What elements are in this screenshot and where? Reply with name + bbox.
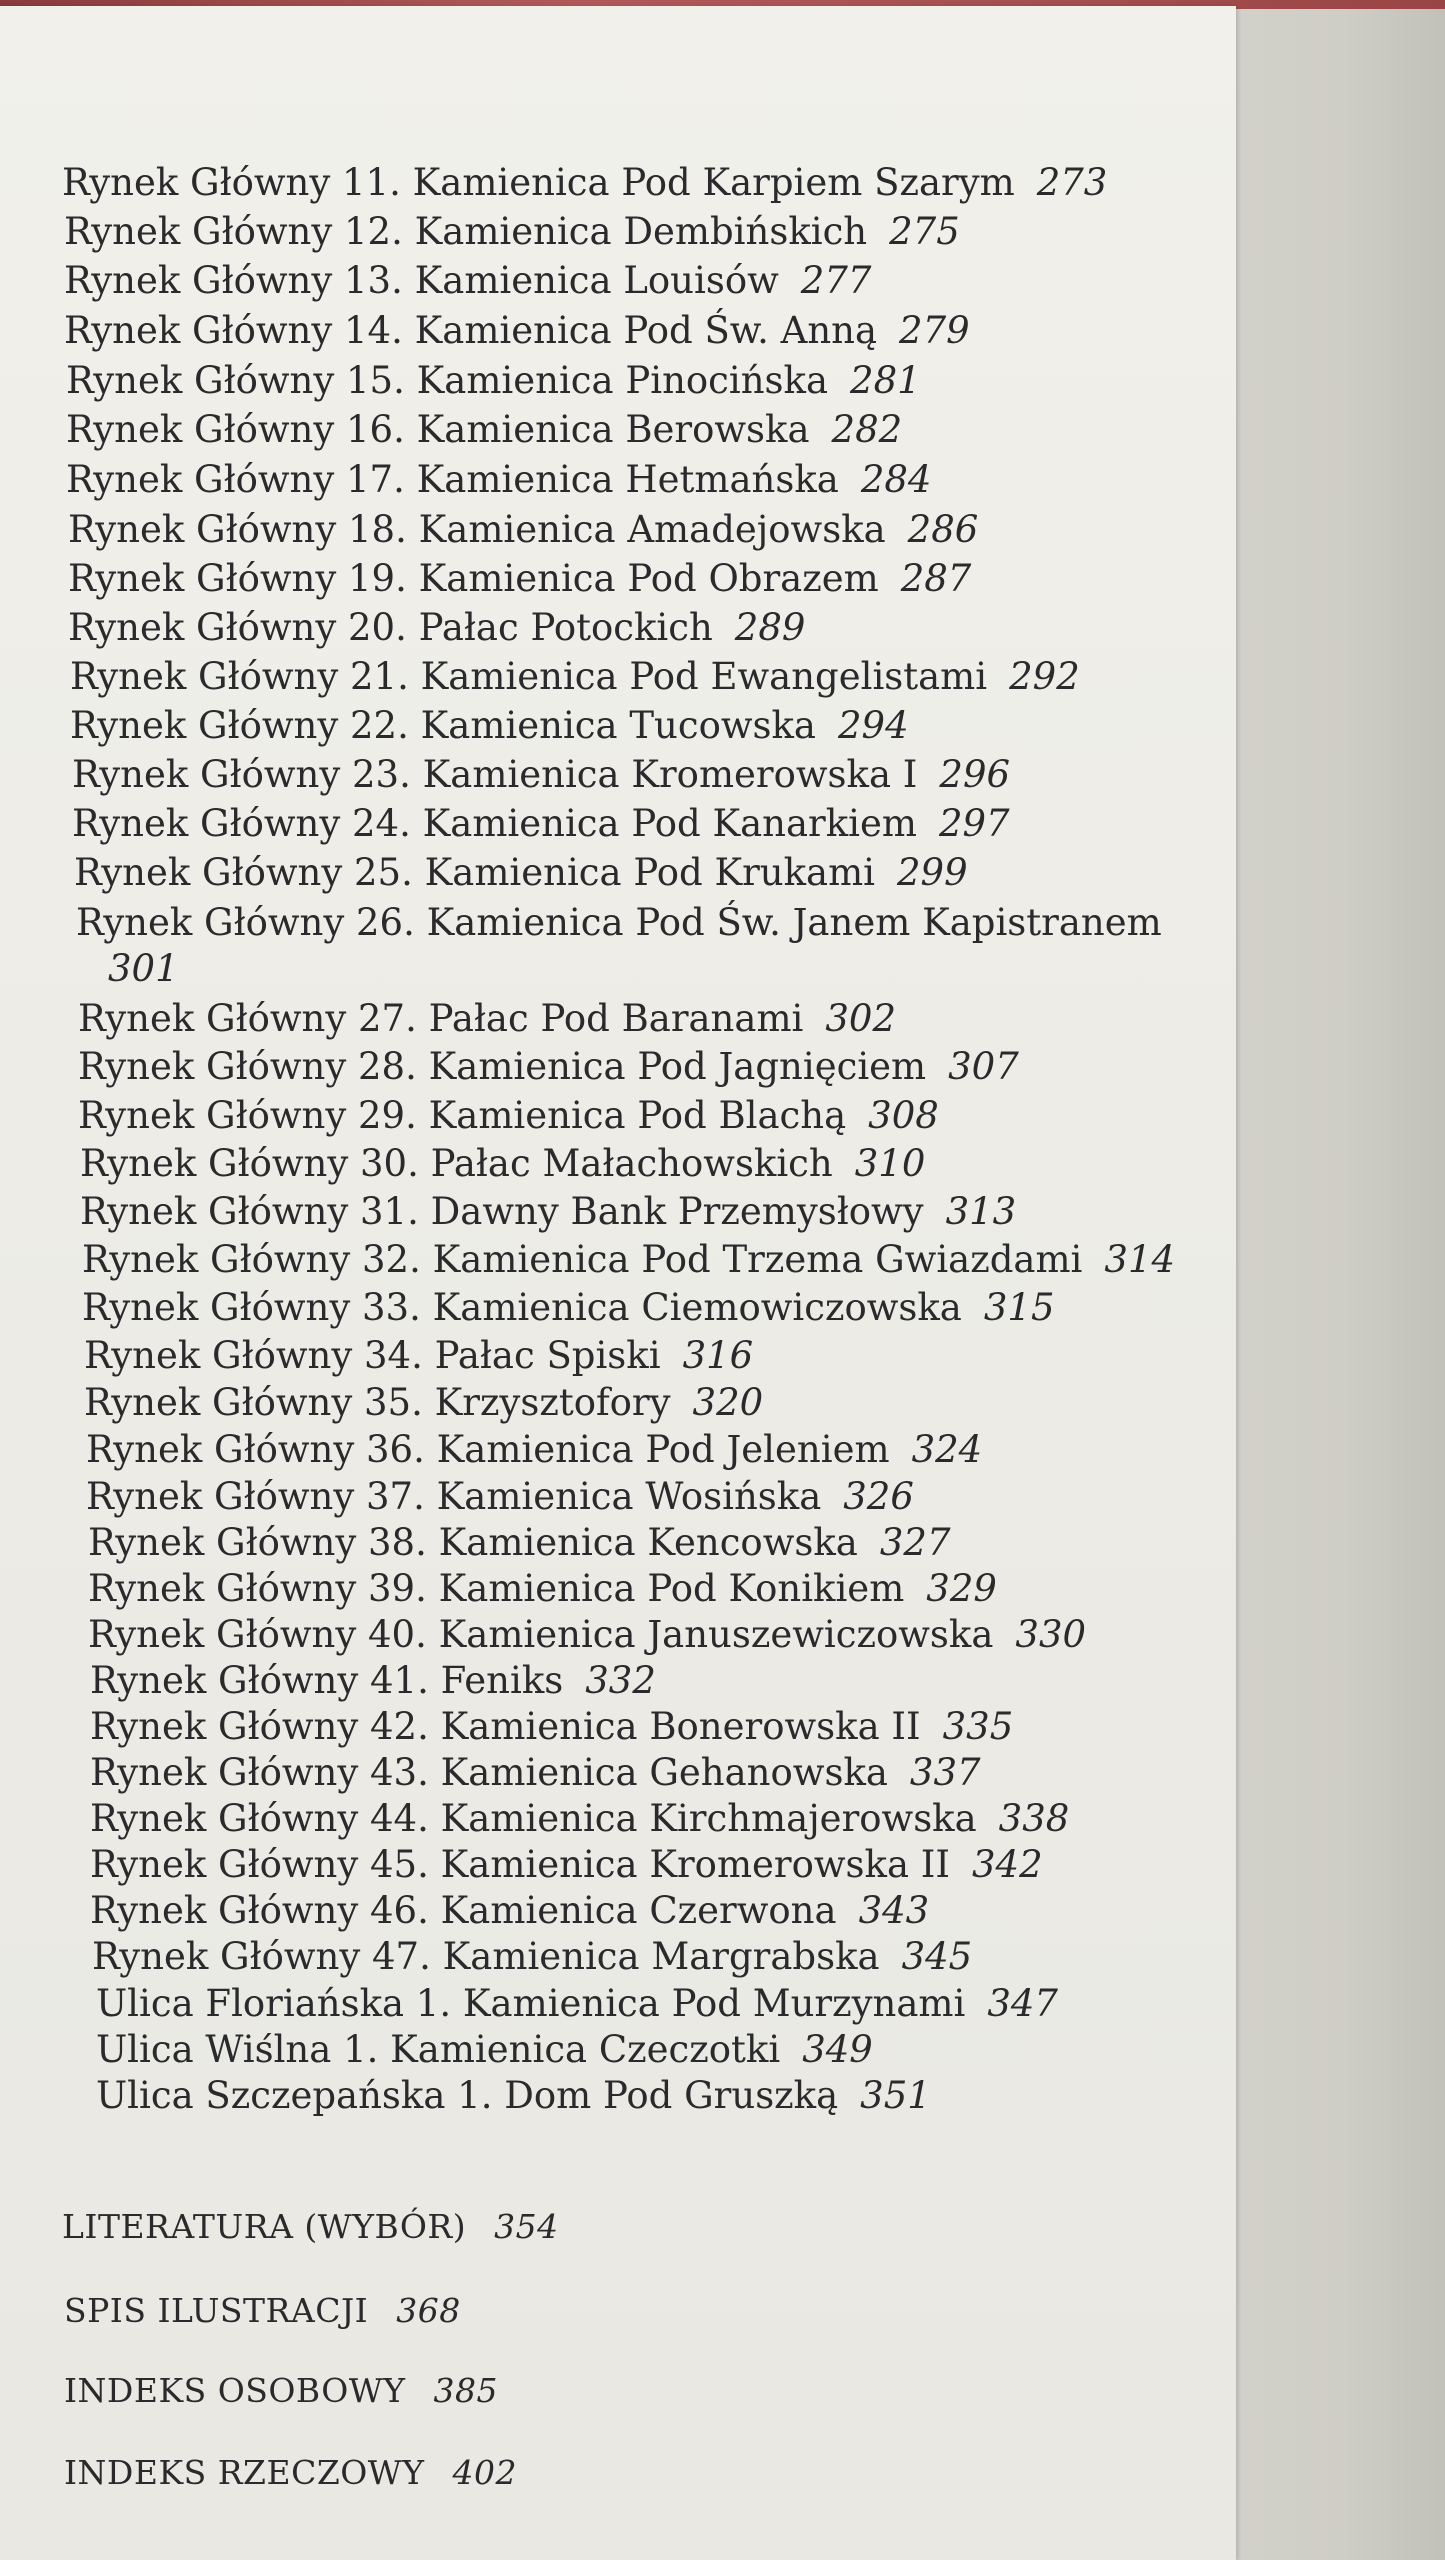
toc-entry [90,1888,929,1934]
toc-entry [78,996,896,1042]
toc-entry-page-number: 299 [897,851,968,894]
toc-section-title: SPIS ILUSTRACJI [64,2291,369,2330]
toc-entry-title: Rynek Główny 42. Kamienica Bonerowska II [90,1705,921,1748]
toc-entry-page-number: 289 [734,606,806,649]
toc-entry [74,850,968,896]
toc-entry-title: Rynek Główny 16. Kamienica Berowska [66,408,810,451]
toc-entry [80,1189,1016,1235]
toc-entry [62,160,1107,206]
toc-entry-page-number: 345 [901,1935,973,1978]
toc-section-page-number: 385 [433,2371,499,2410]
toc-entry-title: Rynek Główny 18. Kamienica Amadejowska [68,508,886,551]
toc-entry-title: Rynek Główny 30. Pałac Małachowskich [80,1142,833,1185]
toc-entry-title: Rynek Główny 41. Feniks [90,1659,564,1702]
toc-entry-page-number: 307 [948,1045,1019,1088]
toc-entry-page-number: 287 [900,557,972,600]
toc-entry-title: Rynek Główny 17. Kamienica Hetmańska [66,458,839,501]
toc-entry [76,900,1162,946]
toc-entry-page-number: 343 [858,1889,930,1932]
toc-entry-page-number: 329 [926,1567,997,1610]
toc-entry-title: Rynek Główny 15. Kamienica Pinocińska [66,359,829,402]
toc-entry-title: Ulica Wiślna 1. Kamienica Czeczotki [96,2028,781,2071]
toc-entry-page-number: 330 [1015,1613,1087,1656]
toc-entry-page-number: 335 [942,1705,1014,1748]
toc-entry [96,1981,1058,2027]
toc-section-page-number: 402 [452,2453,518,2492]
toc-entry [90,1704,1013,1750]
toc-entry-page-number: 314 [1104,1238,1176,1281]
toc-entry [96,2073,931,2119]
toc-entry [70,703,909,749]
toc-entry-page-number: 284 [860,458,932,501]
toc-entry [66,407,902,453]
toc-entry-page-number: 301 [108,947,179,990]
toc-entry [86,1474,914,1520]
toc-entry-title: Rynek Główny 11. Kamienica Pod Karpiem Szarym [62,161,1015,204]
toc-entry-title: Rynek Główny 22. Kamienica Tucowska [70,704,816,747]
toc-entry-title: Rynek Główny 26. Kamienica Pod Św. Janem Kapistranem [76,901,1162,944]
toc-entry-page-number: 327 [879,1521,951,1564]
toc-entry [92,1934,972,1980]
toc-entry-title: Rynek Główny 19. Kamienica Pod Obrazem [68,557,879,600]
toc-entry [78,1044,1019,1090]
toc-entry [72,752,1010,798]
toc-entry-title: Rynek Główny 47. Kamienica Margrabska [92,1935,880,1978]
toc-entry-title: Rynek Główny 31. Dawny Bank Przemysłowy [80,1190,924,1233]
toc-entry-page-number: 294 [837,704,909,747]
toc-entry-title: Rynek Główny 43. Kamienica Gehanowska [90,1751,888,1794]
toc-entry-title: Rynek Główny 40. Kamienica Januszewiczowska [88,1613,994,1656]
toc-entry [70,654,1080,700]
toc-entry-page-number: 342 [972,1843,1043,1886]
toc-entry [96,2027,873,2073]
toc-section-title: INDEKS RZECZOWY [64,2453,425,2492]
toc-entry-title: Rynek Główny 36. Kamienica Pod Jeleniem [86,1428,890,1471]
toc-entry-title: Rynek Główny 13. Kamienica Louisów [64,259,779,302]
toc-entry [86,1427,982,1473]
toc-entry-page-number: 277 [800,259,872,302]
toc-entry-title: Rynek Główny 39. Kamienica Pod Konikiem [88,1567,905,1610]
toc-entry-title: Rynek Główny 12. Kamienica Dembińskich [64,210,868,253]
toc-entry [64,258,871,304]
toc-entry-page-number: 286 [907,508,979,551]
toc-entry-title: Rynek Główny 38. Kamienica Kencowska [88,1521,858,1564]
toc-entry [84,1380,763,1426]
toc-entry [88,1612,1086,1658]
toc-entry [90,1658,656,1704]
toc-entry-title: Rynek Główny 20. Pałac Potockich [68,606,713,649]
toc-entry-title: Rynek Główny 44. Kamienica Kirchmajerowska [90,1797,977,1840]
toc-entry-title: Rynek Główny 35. Krzysztofory [84,1381,671,1424]
toc-entry-title: Rynek Główny 45. Kamienica Kromerowska II [90,1843,951,1886]
toc-section-title: LITERATURA (WYBÓR) [62,2207,467,2246]
toc-entry [82,1237,1175,1283]
toc-entry-title: Rynek Główny 23. Kamienica Kromerowska I [72,753,918,796]
toc-entry-title: Rynek Główny 28. Kamienica Pod Jagnięciem [78,1045,927,1088]
toc-entry [66,457,931,503]
toc-entry [64,308,970,354]
toc-entry [90,1842,1043,1888]
toc-entry-title: Rynek Główny 24. Kamienica Pod Kanarkiem [72,802,917,845]
toc-entry [68,605,805,651]
toc-entry-title: Rynek Główny 34. Pałac Spiski [84,1334,661,1377]
toc-entry [78,1093,939,1139]
toc-entry [88,1520,950,1566]
toc-entry-page-number: 316 [682,1334,754,1377]
toc-entry-page-number: 281 [850,359,921,402]
toc-entry-page-number: 297 [938,802,1010,845]
book-page [0,6,1236,2560]
toc-entry-page-number: 315 [983,1286,1055,1329]
toc-entry-page-number: 337 [909,1751,981,1794]
toc-entry-page-number: 296 [939,753,1011,796]
toc-entry [84,1333,753,1379]
toc-entry [72,801,1010,847]
toc-entry-page-number: 292 [1009,655,1080,698]
toc-entry [80,1141,925,1187]
toc-entry [64,209,960,255]
toc-entry [68,556,971,602]
toc-entry [82,1285,1055,1331]
toc-entry-page-number: 275 [889,210,960,253]
toc-entry-title: Rynek Główny 29. Kamienica Pod Blachą [78,1094,847,1137]
toc-entry [90,1796,1069,1842]
table-of-contents [0,6,1236,2560]
toc-entry-page-number: 351 [860,2074,931,2117]
toc-entry-title: Rynek Główny 33. Kamienica Ciemowiczowska [82,1286,962,1329]
toc-section [62,2206,559,2248]
toc-entry-page-number: 313 [945,1190,1017,1233]
toc-section-page-number: 354 [494,2207,559,2246]
toc-entry-title: Rynek Główny 37. Kamienica Wosińska [86,1475,822,1518]
toc-entry-page-number: 308 [868,1094,939,1137]
toc-entry [88,1566,997,1612]
toc-entry-page-number: 326 [843,1475,914,1518]
toc-entry-page-number: 324 [911,1428,983,1471]
toc-entry-page-number: 302 [825,997,896,1040]
toc-section [64,2370,498,2412]
toc-entry-title: Ulica Szczepańska 1. Dom Pod Gruszką [96,2074,839,2117]
toc-entry [66,358,921,404]
toc-section-page-number: 368 [396,2291,461,2330]
toc-entry-title: Rynek Główny 14. Kamienica Pod Św. Anną [64,309,878,352]
toc-entry-page-number: 279 [899,309,970,352]
toc-entry-page-number: 273 [1036,161,1108,204]
toc-entry-page-number: 310 [854,1142,926,1185]
toc-entry-title: Rynek Główny 32. Kamienica Pod Trzema Gwiazdami [82,1238,1083,1281]
toc-entry-page-number: 320 [692,1381,764,1424]
toc-entry-page-number: 332 [585,1659,656,1702]
toc-entry-title: Rynek Główny 46. Kamienica Czerwona [90,1889,837,1932]
toc-section [64,2290,461,2332]
toc-section-title: INDEKS OSOBOWY [64,2371,406,2410]
toc-entry [90,1750,981,1796]
toc-entry-page-number: 282 [831,408,903,451]
toc-entry-page-number: 338 [998,1797,1070,1840]
toc-section [64,2452,517,2494]
toc-entry-title: Rynek Główny 25. Kamienica Pod Krukami [74,851,876,894]
toc-entry-title: Rynek Główny 21. Kamienica Pod Ewangelistami [70,655,988,698]
toc-entry-page-number: 347 [987,1982,1058,2025]
toc-entry-page-number: 349 [802,2028,873,2071]
toc-entry-title: Rynek Główny 27. Pałac Pod Baranami [78,997,804,1040]
toc-entry-title: Ulica Floriańska 1. Kamienica Pod Murzynami [96,1982,966,2025]
toc-entry [68,507,978,553]
